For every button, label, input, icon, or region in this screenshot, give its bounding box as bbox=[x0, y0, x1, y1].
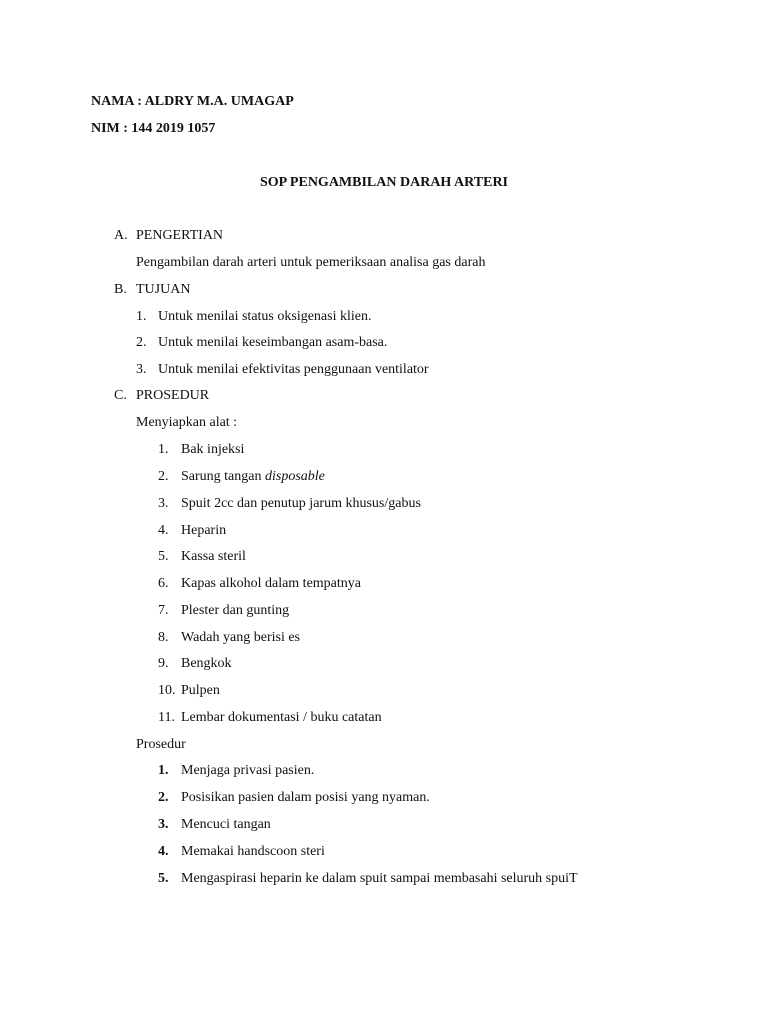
alat-item: Plester dan gunting bbox=[181, 603, 290, 618]
alat-item: Pulpen bbox=[181, 683, 220, 698]
tujuan-item-number: 2. bbox=[136, 335, 147, 350]
section-c-heading: PROSEDUR bbox=[136, 388, 210, 403]
alat-item-number: 8. bbox=[158, 630, 169, 645]
step-number: 5. bbox=[158, 871, 169, 886]
student-nim: NIM : 144 2019 1057 bbox=[91, 121, 216, 136]
alat-item-number: 1. bbox=[158, 442, 169, 457]
alat-item: Kapas alkohol dalam tempatnya bbox=[181, 576, 361, 591]
section-c-marker: C. bbox=[114, 388, 127, 403]
step-item: Memakai handscoon steri bbox=[181, 844, 325, 859]
document-title: SOP PENGAMBILAN DARAH ARTERI bbox=[259, 175, 509, 190]
step-number: 1. bbox=[158, 763, 169, 778]
alat-item: Spuit 2cc dan penutup jarum khusus/gabus bbox=[181, 496, 421, 511]
alat-item-emphasis: disposable bbox=[264, 469, 325, 484]
section-b-marker: B. bbox=[114, 282, 127, 297]
tujuan-item-number: 3. bbox=[136, 362, 147, 377]
tujuan-item: Untuk menilai status oksigenasi klien. bbox=[158, 309, 372, 324]
section-a-body: Pengambilan darah arteri untuk pemeriksaan analisa gas darah bbox=[136, 255, 486, 270]
step-item: Mengaspirasi heparin ke dalam spuit sampai membasahi seluruh spuiT bbox=[181, 871, 578, 886]
section-a-heading: PENGERTIAN bbox=[136, 228, 224, 243]
alat-item-text: Sarung tangan bbox=[181, 469, 265, 484]
alat-item-number: 6. bbox=[158, 576, 169, 591]
section-b-heading: TUJUAN bbox=[136, 282, 191, 297]
tujuan-item: Untuk menilai keseimbangan asam-basa. bbox=[158, 335, 388, 350]
alat-item: Kassa steril bbox=[181, 549, 246, 564]
alat-item-number: 5. bbox=[158, 549, 169, 564]
alat-item: Wadah yang berisi es bbox=[181, 630, 300, 645]
step-item: Mencuci tangan bbox=[181, 817, 271, 832]
alat-item: Heparin bbox=[181, 523, 227, 538]
alat-label: Menyiapkan alat : bbox=[136, 415, 238, 430]
alat-item-number: 10. bbox=[158, 683, 176, 698]
alat-item-number: 11. bbox=[158, 710, 175, 725]
alat-item-number: 2. bbox=[158, 469, 169, 484]
tujuan-item-number: 1. bbox=[136, 309, 147, 324]
step-item: Menjaga privasi pasien. bbox=[181, 763, 315, 778]
section-a-marker: A. bbox=[114, 228, 128, 243]
alat-item: Bak injeksi bbox=[181, 442, 245, 457]
step-item: Posisikan pasien dalam posisi yang nyaman. bbox=[181, 790, 430, 805]
prosedur-label: Prosedur bbox=[136, 737, 186, 752]
step-number: 4. bbox=[158, 844, 169, 859]
alat-item-number: 9. bbox=[158, 656, 169, 671]
alat-item-number: 3. bbox=[158, 496, 169, 511]
alat-item: Lembar dokumentasi / buku catatan bbox=[181, 710, 382, 725]
alat-item-number: 4. bbox=[158, 523, 169, 538]
alat-item-number: 7. bbox=[158, 603, 169, 618]
alat-item bbox=[181, 469, 325, 485]
alat-item: Bengkok bbox=[181, 656, 232, 671]
step-number: 3. bbox=[158, 817, 169, 832]
student-name: NAMA : ALDRY M.A. UMAGAP bbox=[91, 94, 294, 109]
step-number: 2. bbox=[158, 790, 169, 805]
tujuan-item: Untuk menilai efektivitas penggunaan ventilator bbox=[158, 362, 429, 377]
